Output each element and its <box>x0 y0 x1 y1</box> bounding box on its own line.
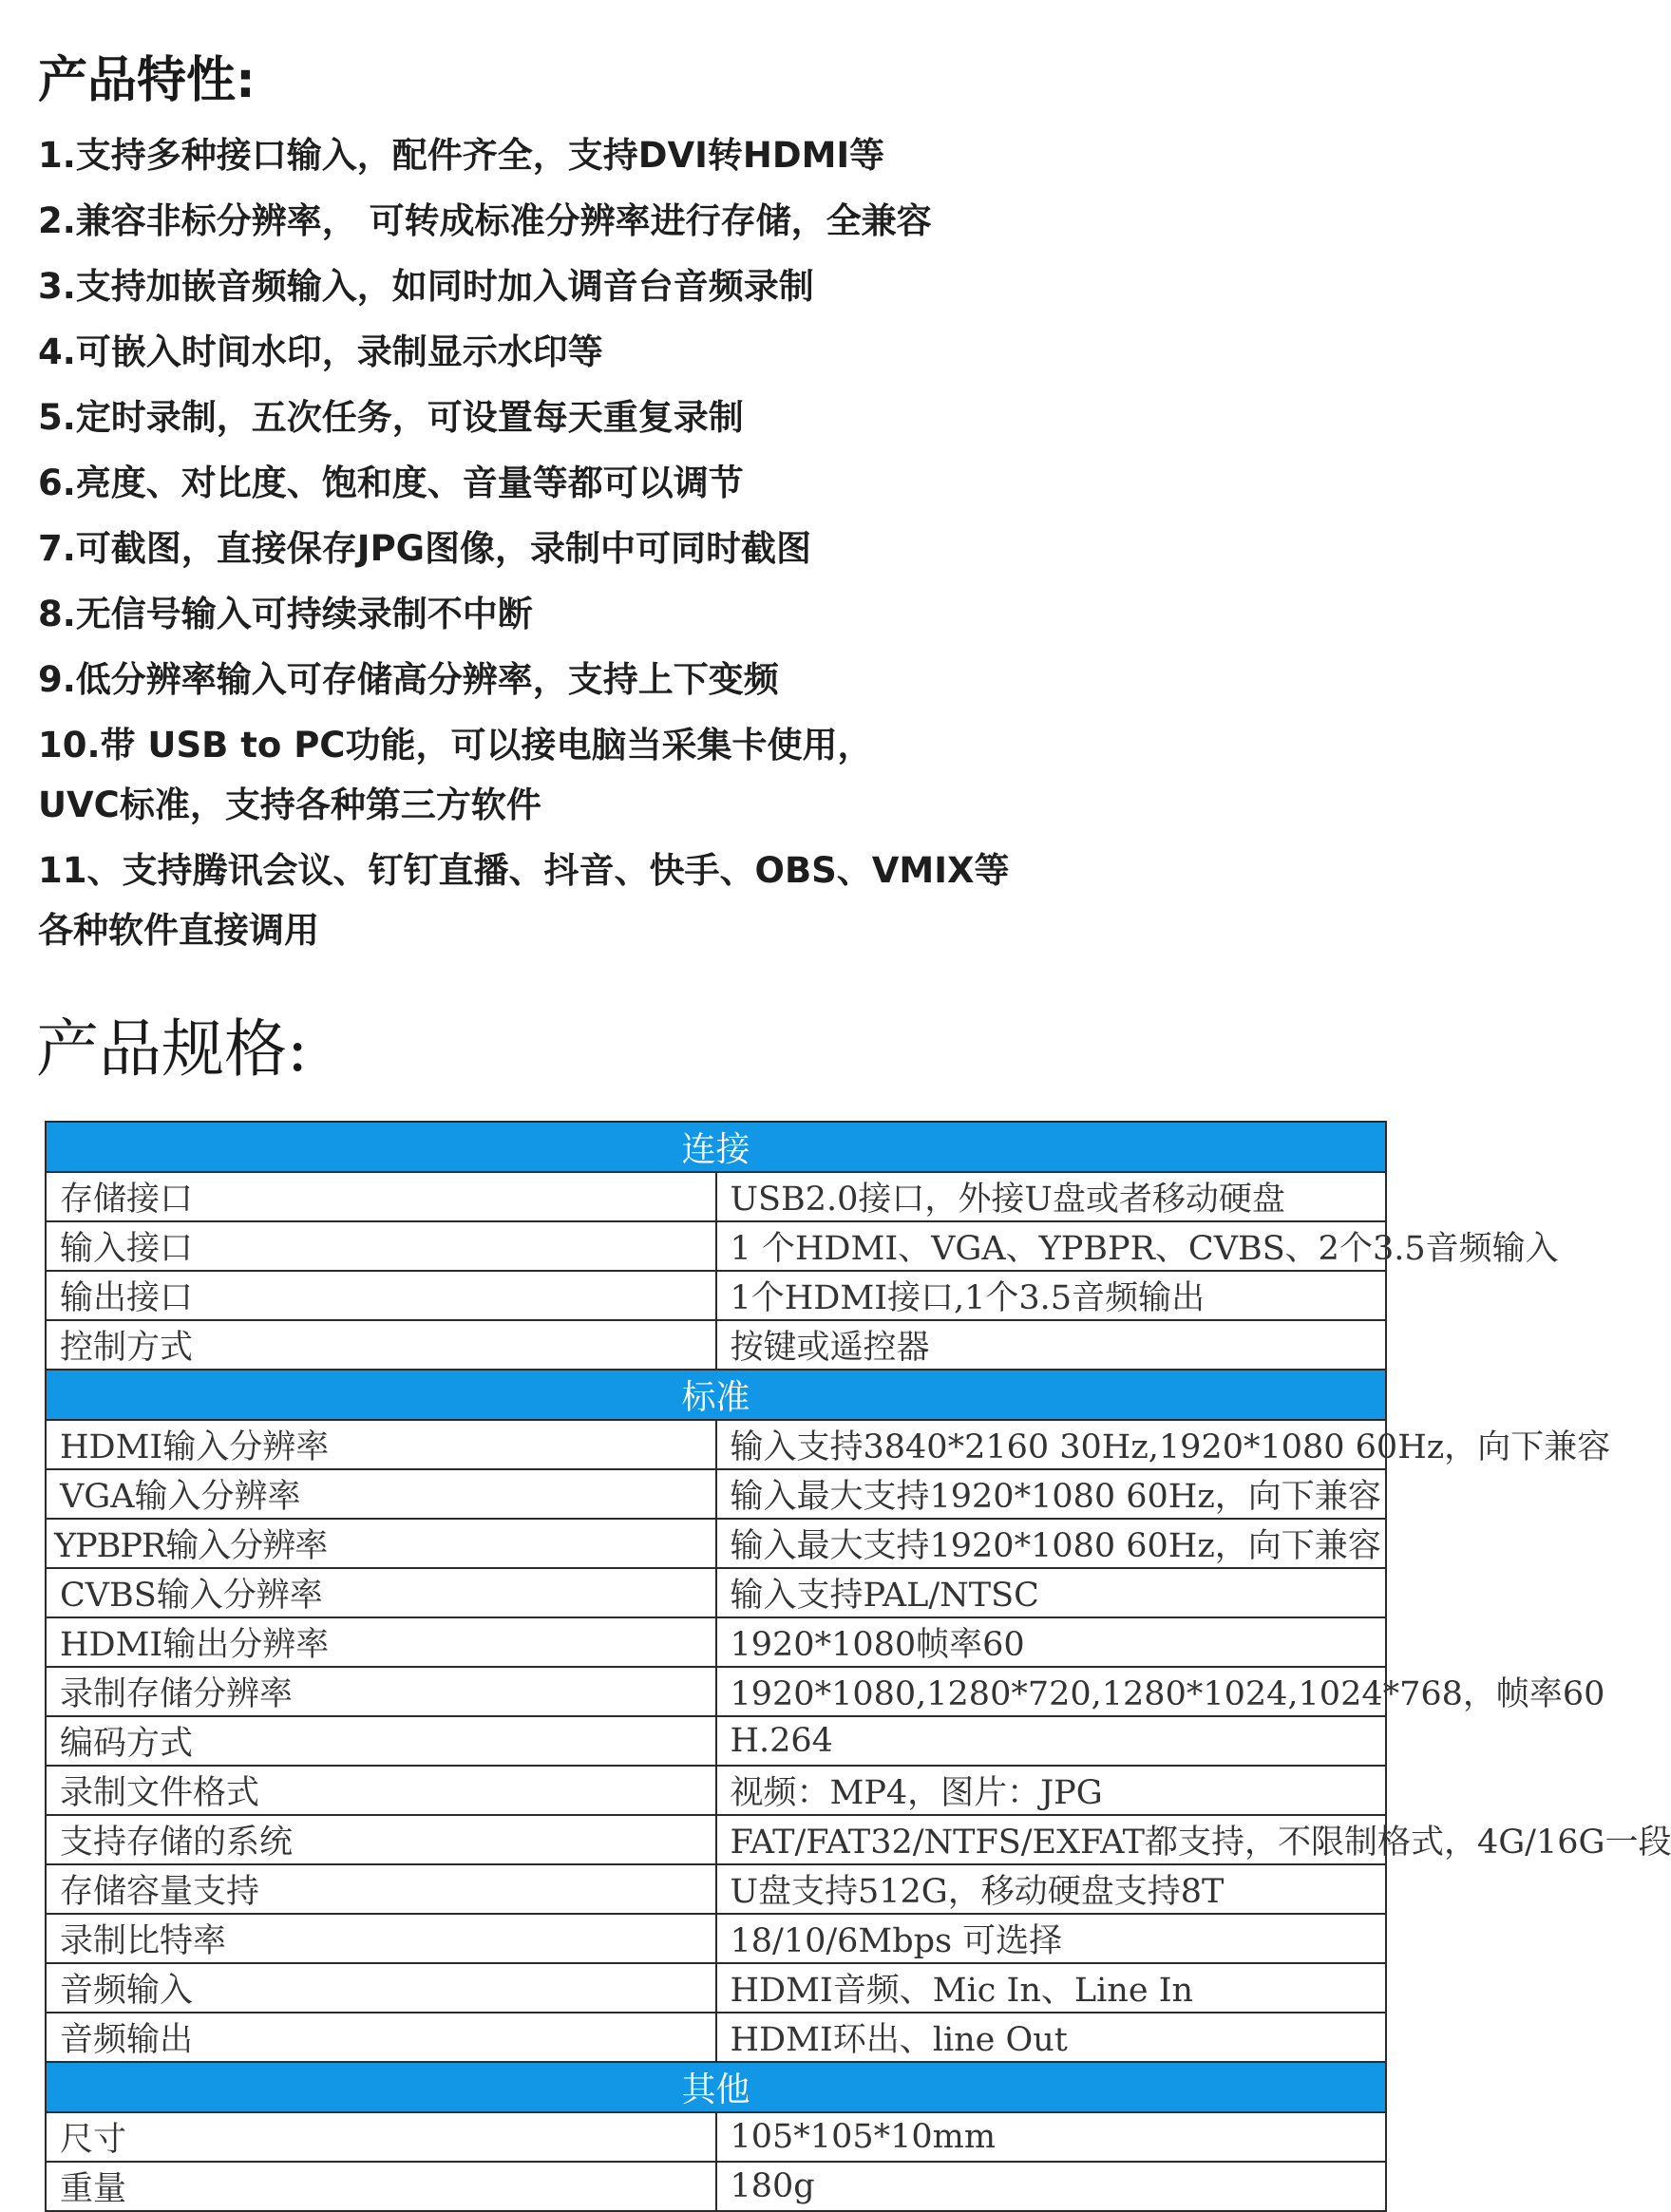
spec-value: 输入支持PAL/NTSC <box>716 1568 1387 1617</box>
feature-line: UVC标准，支持各种第三方软件 <box>38 785 541 825</box>
spec-label: 输出接口 <box>46 1271 716 1320</box>
feature-item <box>38 584 1387 644</box>
spec-section-header <box>46 2062 1386 2112</box>
spec-value: 18/10/6Mbps 可选择 <box>716 1914 1387 1963</box>
spec-row <box>46 1271 1386 1320</box>
spec-row <box>46 1963 1386 2013</box>
feature-item <box>38 191 1387 251</box>
section-title: 标准 <box>46 1370 1386 1420</box>
spec-row <box>46 2013 1386 2062</box>
spec-row <box>46 1568 1386 1617</box>
spec-row <box>46 1420 1386 1469</box>
feature-line: 8.无信号输入可持续录制不中断 <box>38 594 533 634</box>
feature-line: 10.带 USB to PC功能，可以接电脑当采集卡使用， <box>38 725 873 766</box>
spec-row <box>46 1172 1386 1221</box>
feature-line: 4.可嵌入时间水印，录制显示水印等 <box>38 331 603 372</box>
specs-title: 产品规格: <box>36 1012 309 1086</box>
spec-label: 支持存储的系统 <box>46 1815 716 1864</box>
spec-row <box>46 1914 1386 1963</box>
spec-label: VGA输入分辨率 <box>46 1469 716 1519</box>
feature-line: 11、支持腾讯会议、钉钉直播、抖音、快手、OBS、VMIX等 <box>38 850 1010 891</box>
feature-item <box>38 841 1387 960</box>
spec-label: 音频输出 <box>46 2013 716 2062</box>
spec-row <box>46 1221 1386 1271</box>
section-title: 其他 <box>46 2062 1386 2112</box>
feature-list <box>38 125 1387 960</box>
feature-line: 9.低分辨率输入可存储高分辨率，支持上下变频 <box>38 659 779 700</box>
feature-item <box>38 256 1387 316</box>
spec-value: FAT/FAT32/NTFS/EXFAT都支持，不限制格式，4G/16G一段 <box>716 1815 1387 1864</box>
spec-section-header <box>46 1370 1386 1420</box>
spec-value: 1 个HDMI、VGA、YPBPR、CVBS、2个3.5音频输入 <box>716 1221 1387 1271</box>
spec-label: 控制方式 <box>46 1320 716 1370</box>
spec-row <box>46 2112 1386 2162</box>
feature-item <box>38 322 1387 382</box>
spec-row <box>46 1766 1386 1815</box>
product-features <box>38 46 1387 966</box>
spec-value: 视频：MP4，图片：JPG <box>716 1766 1387 1815</box>
spec-label: HDMI输出分辨率 <box>46 1617 716 1667</box>
spec-row <box>46 1716 1386 1766</box>
spec-section-header <box>46 1122 1386 1172</box>
spec-label: HDMI输入分辨率 <box>46 1420 716 1469</box>
feature-line: 7.可截图，直接保存JPG图像，录制中可同时截图 <box>38 528 812 569</box>
feature-line: 1.支持多种接口输入，配件齐全，支持DVI转HDMI等 <box>38 135 885 176</box>
spec-table <box>45 1121 1671 2212</box>
section-title: 连接 <box>46 1122 1386 1172</box>
feature-line: 各种软件直接调用 <box>38 910 319 951</box>
spec-label: 尺寸 <box>46 2112 716 2162</box>
spec-row <box>46 1469 1386 1519</box>
spec-row <box>46 1815 1386 1864</box>
spec-label: 存储接口 <box>46 1172 716 1221</box>
spec-value: 输入支持3840*2160 30Hz,1920*1080 60Hz，向下兼容 <box>716 1420 1387 1469</box>
spec-label: 录制存储分辨率 <box>46 1667 716 1716</box>
spec-label: 录制文件格式 <box>46 1766 716 1815</box>
feature-line: 3.支持加嵌音频输入，如同时加入调音台音频录制 <box>38 266 814 307</box>
spec-value: 1920*1080帧率60 <box>716 1617 1387 1667</box>
spec-value: H.264 <box>716 1716 1387 1766</box>
feature-line: 5.定时录制，五次任务，可设置每天重复录制 <box>38 397 744 438</box>
spec-value: HDMI环出、line Out <box>716 2013 1387 2062</box>
feature-line: 2.兼容非标分辨率， 可转成标准分辨率进行存储，全兼容 <box>38 200 932 241</box>
feature-item <box>38 519 1387 578</box>
spec-value: 180g <box>716 2162 1387 2211</box>
spec-value: 1个HDMI接口,1个3.5音频输出 <box>716 1271 1387 1320</box>
spec-label: 编码方式 <box>46 1716 716 1766</box>
feature-item <box>38 453 1387 513</box>
spec-label: 音频输入 <box>46 1963 716 2013</box>
features-title: 产品特性: <box>38 52 256 109</box>
spec-value: 1920*1080,1280*720,1280*1024,1024*768，帧率60 <box>716 1667 1387 1716</box>
feature-item <box>38 388 1387 447</box>
spec-label: YPBPR输入分辨率 <box>46 1519 716 1568</box>
spec-value: 输入最大支持1920*1080 60Hz，向下兼容 <box>716 1519 1387 1568</box>
spec-row <box>46 1667 1386 1716</box>
spec-value: U盘支持512G，移动硬盘支持8T <box>716 1864 1387 1914</box>
spec-value: 105*105*10mm <box>716 2112 1387 2162</box>
spec-value: 输入最大支持1920*1080 60Hz，向下兼容 <box>716 1469 1387 1519</box>
spec-value: USB2.0接口，外接U盘或者移动硬盘 <box>716 1172 1387 1221</box>
spec-label: 存储容量支持 <box>46 1864 716 1914</box>
spec-row <box>46 2162 1386 2211</box>
spec-label: CVBS输入分辨率 <box>46 1568 716 1617</box>
feature-item <box>38 715 1387 835</box>
feature-item <box>38 125 1387 185</box>
spec-row <box>46 1864 1386 1914</box>
feature-line: 6.亮度、对比度、饱和度、音量等都可以调节 <box>38 463 744 503</box>
spec-row <box>46 1519 1386 1568</box>
spec-value: 按键或遥控器 <box>716 1320 1387 1370</box>
spec-row <box>46 1617 1386 1667</box>
spec-label: 输入接口 <box>46 1221 716 1271</box>
feature-item <box>38 650 1387 709</box>
spec-label: 重量 <box>46 2162 716 2211</box>
spec-label: 录制比特率 <box>46 1914 716 1963</box>
spec-row <box>46 1320 1386 1370</box>
spec-value: HDMI音频、Mic In、Line In <box>716 1963 1387 2013</box>
